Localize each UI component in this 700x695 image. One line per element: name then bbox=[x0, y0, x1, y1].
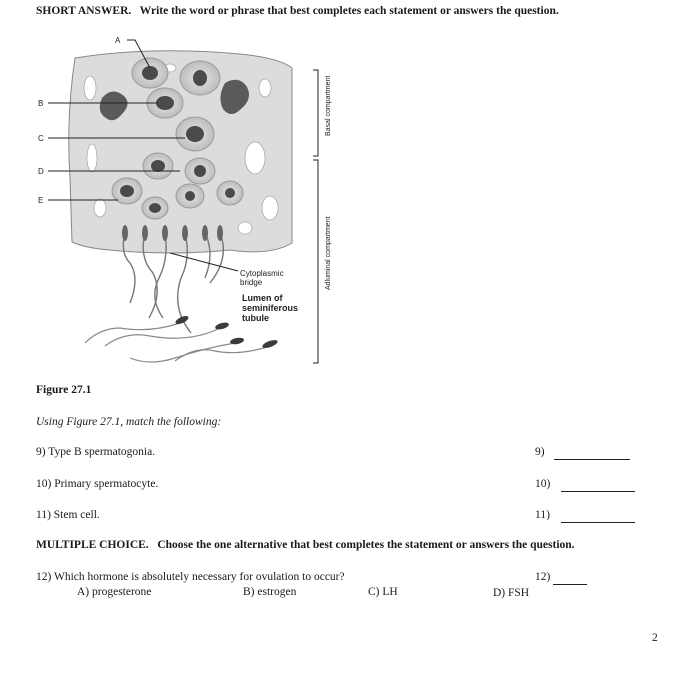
option-a[interactable]: A) progesterone bbox=[77, 586, 152, 598]
answer-blank-11[interactable] bbox=[561, 521, 635, 523]
question-10-number: 10) bbox=[535, 478, 551, 490]
label-d: D bbox=[38, 167, 44, 176]
question-9-number: 9) bbox=[535, 446, 545, 458]
figure-caption: Figure 27.1 bbox=[36, 384, 92, 396]
label-e: E bbox=[38, 196, 44, 205]
question-12-number: 12) bbox=[535, 571, 551, 583]
question-12: 12) Which hormone is absolutely necessary for ovulation to occur? bbox=[36, 571, 345, 583]
label-a: A bbox=[115, 36, 121, 45]
label-c: C bbox=[38, 134, 44, 143]
multiple-choice-header bbox=[36, 539, 575, 551]
adluminal-compartment-label: Adluminal compartment bbox=[325, 216, 332, 290]
answer-blank-12[interactable] bbox=[553, 583, 587, 585]
section2-heading: MULTIPLE CHOICE. bbox=[36, 539, 149, 551]
section-heading: SHORT ANSWER. bbox=[36, 5, 132, 17]
compartment-brackets bbox=[313, 70, 318, 363]
section2-instruction: Choose the one alternative that best completes the statement or answers the question. bbox=[157, 539, 575, 551]
match-prompt: Using Figure 27.1, match the following: bbox=[36, 416, 222, 428]
free-sperm-tails bbox=[85, 323, 270, 362]
option-b[interactable]: B) estrogen bbox=[243, 586, 297, 598]
cyto-label-2: bridge bbox=[240, 278, 263, 287]
option-c[interactable]: C) LH bbox=[368, 586, 398, 598]
label-b: B bbox=[38, 99, 44, 108]
cyto-label-1: Cytoplasmic bbox=[240, 269, 284, 278]
lumen-label-3: tubule bbox=[242, 313, 269, 323]
basal-compartment-label: Basal compartment bbox=[325, 75, 332, 136]
question-9: 9) Type B spermatogonia. bbox=[36, 446, 156, 458]
page-number: 2 bbox=[652, 632, 658, 644]
lumen-label-2: seminiferous bbox=[242, 303, 299, 313]
short-answer-header bbox=[36, 5, 559, 17]
section-instruction: Write the word or phrase that best completes each statement or answers the question. bbox=[139, 5, 559, 17]
question-11: 11) Stem cell. bbox=[36, 509, 100, 521]
figure-27-1 bbox=[30, 28, 350, 373]
answer-blank-9[interactable] bbox=[554, 458, 630, 460]
question-10: 10) Primary spermatocyte. bbox=[36, 478, 159, 490]
option-d[interactable]: D) FSH bbox=[493, 587, 530, 599]
question-11-number: 11) bbox=[535, 509, 550, 521]
lumen-label-1: Lumen of bbox=[242, 293, 283, 303]
answer-blank-10[interactable] bbox=[561, 490, 635, 492]
